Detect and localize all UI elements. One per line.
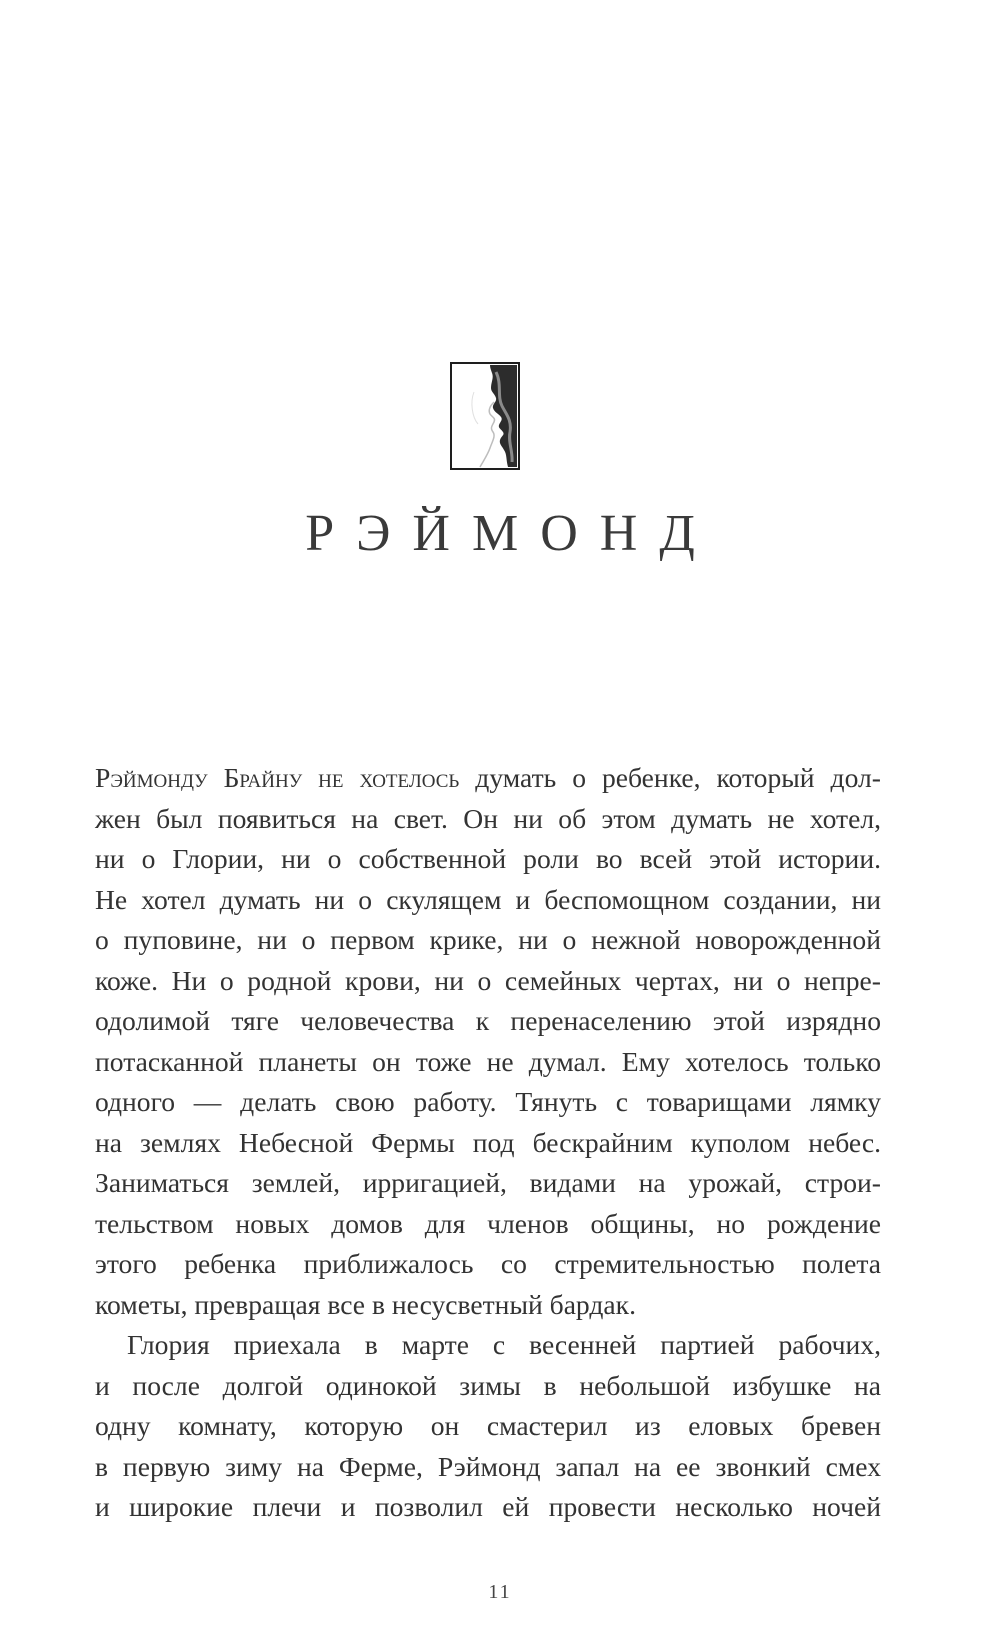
chapter-title: РЭЙМОНД bbox=[305, 505, 717, 562]
text-line: тельством новых домов для членов общины, но рождение bbox=[95, 1207, 881, 1239]
text-line: одну комнату, которую он смастерил из еловых бревен bbox=[95, 1410, 881, 1441]
page-number: 11 bbox=[488, 1581, 512, 1603]
body-text bbox=[95, 758, 881, 1528]
text-line: одного — делать свою работу. Тянуть с товарищами лямку bbox=[95, 1086, 881, 1117]
text-line: одолимой тяге человечества к перенаселению этой изрядно bbox=[95, 1005, 881, 1036]
opening-smallcaps: Рэймонду Брайну не хотелось bbox=[95, 762, 460, 793]
text-line: о пуповине, ни о первом крике, ни о нежной новорожденной bbox=[95, 924, 881, 955]
text-line: в первую зиму на Ферме, Рэймонд запал на ее звонкий смех bbox=[95, 1450, 881, 1482]
text-line: кометы, превращая все в несусветный бардак. bbox=[95, 1288, 636, 1320]
text-line-first bbox=[95, 758, 881, 799]
text-line: Глория приехала в марте с весенней партией рабочих, bbox=[127, 1329, 881, 1360]
profile-silhouette-icon bbox=[450, 362, 520, 470]
text-line: коже. Ни о родной крови, ни о семейных чертах, ни о непре- bbox=[95, 964, 881, 996]
paragraph-1 bbox=[95, 758, 881, 1325]
opening-rest: думать о ребенке, который дол- bbox=[459, 762, 881, 793]
text-line: Не хотел думать ни о скулящем и беспомощном создании, ни bbox=[95, 883, 881, 915]
text-line: Заниматься землей, ирригацией, видами на урожай, строи- bbox=[95, 1167, 881, 1198]
paragraph-2 bbox=[95, 1325, 881, 1528]
text-line: потасканной планеты он тоже не думал. Ему хотелось только bbox=[95, 1045, 881, 1077]
text-line: этого ребенка приближалось со стремительностью полета bbox=[95, 1248, 881, 1279]
text-line: жен был появиться на свет. Он ни об этом думать не хотел, bbox=[95, 802, 881, 834]
text-line: и широкие плечи и позволил ей провести несколько ночей bbox=[95, 1491, 881, 1522]
text-line: ни о Глории, ни о собственной роли во всей этой истории. bbox=[95, 843, 881, 874]
text-line: на землях Небесной Фермы под бескрайним куполом небес. bbox=[95, 1126, 881, 1158]
text-line: и после долгой одинокой зимы в небольшой избушке на bbox=[95, 1369, 881, 1401]
